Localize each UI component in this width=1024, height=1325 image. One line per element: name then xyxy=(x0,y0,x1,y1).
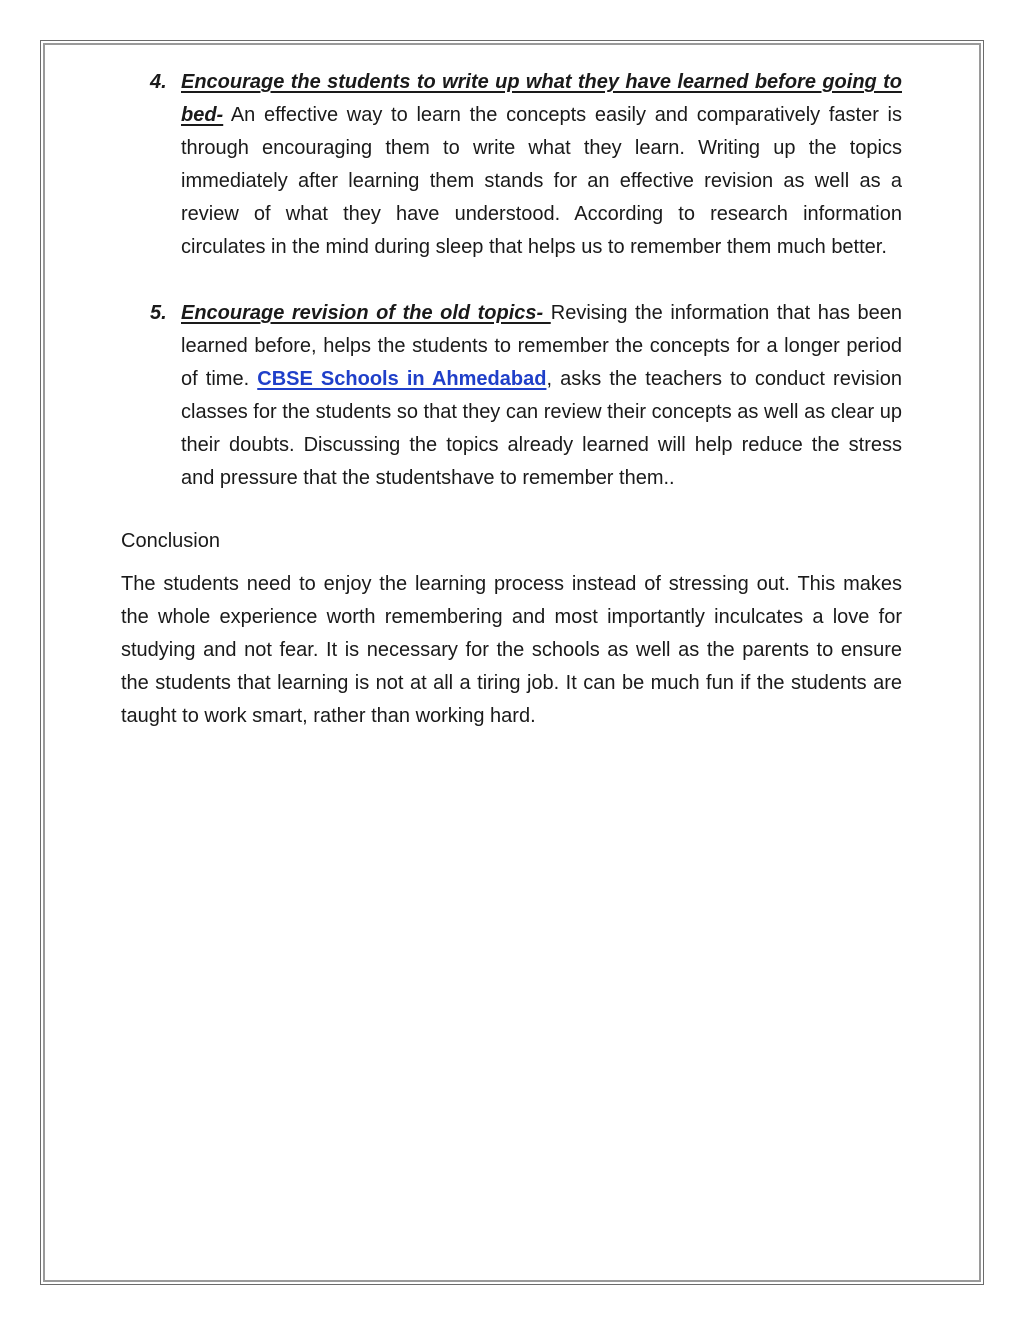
item-5-body-after-link: , asks the teachers to conduct revision classes for the students so that they can review their concepts as well as clear up their doubts. Discussing the topics already learned will help reduce the stress and pressure that the studentshave to remember them.. xyxy=(181,368,902,489)
item-5-heading: Encourage revision of the old topics- xyxy=(181,302,551,324)
list-item-4 xyxy=(121,66,902,264)
document-content xyxy=(121,66,902,733)
list-item-5 xyxy=(121,297,902,495)
conclusion-heading: Conclusion xyxy=(121,530,220,552)
item-5-body-before-link: Revising the information that has been learned before, helps the students to remember the concepts for a longer period of time. xyxy=(181,302,902,390)
list-number-5: 5. xyxy=(150,302,167,324)
list-number-4: 4. xyxy=(150,71,167,93)
item-4-heading: Encourage the students to write up what they have learned before going to bed- xyxy=(181,71,902,126)
item-4-body: An effective way to learn the concepts easily and comparatively faster is through encouraging them to write what they learn. Writing up the topics immediately after learning them stands for an effective revision as well as a review of what they have understood. According to research information circulates in the mind during sleep that helps us to remember them much better. xyxy=(181,104,902,258)
conclusion-paragraph: The students need to enjoy the learning process instead of stressing out. This makes the whole experience worth remembering and most importantly inculcates a love for studying and not fear. It is necessary for the schools as well as the parents to ensure the students that learning is not at all a tiring job. It can be much fun if the students are taught to work smart, rather than working hard. xyxy=(121,573,902,727)
cbse-schools-link[interactable]: CBSE Schools in Ahmedabad xyxy=(257,368,547,390)
